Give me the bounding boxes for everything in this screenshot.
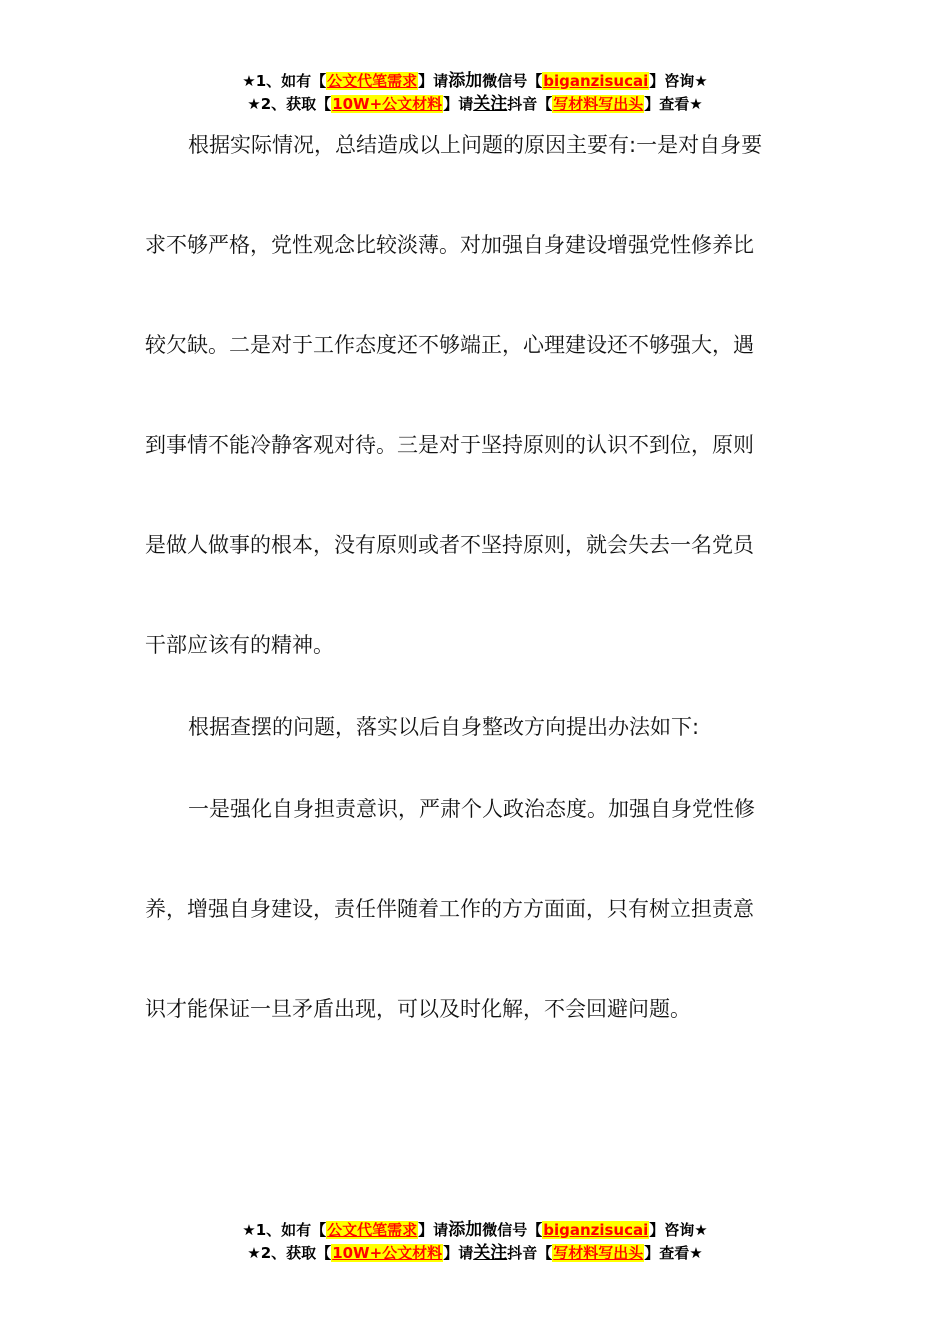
douyin-id-highlight: 写材料写出头	[553, 1244, 644, 1262]
wechat-id-highlight: biganzisucai	[543, 1221, 649, 1239]
paragraph-line: 根据实际情况，总结造成以上问题的原因主要有:一是对自身要	[188, 133, 763, 157]
paragraph-line: 养，增强自身建设，责任伴随着工作的方方面面，只有树立担责意	[145, 897, 754, 921]
header-line-2-text: 】查看★	[644, 95, 703, 113]
header-line-1-text: 微信号【	[482, 72, 543, 90]
header-line-1	[0, 70, 950, 93]
paragraph-line: 干部应该有的精神。	[145, 633, 334, 657]
header-line-2-text: ★2、获取【	[247, 95, 332, 113]
footer-line-1-text: 】请	[418, 1221, 449, 1239]
header-line-2-text: 抖音【	[507, 95, 553, 113]
ghostwriting-highlight: 公文代笔需求	[327, 1221, 418, 1239]
paragraph-line: 较欠缺。二是对于工作态度还不够端正，心理建设还不够强大，遇	[145, 333, 754, 357]
header-line-1-text: 】咨询★	[649, 72, 708, 90]
paragraph-line: 根据查摆的问题，落实以后自身整改方向提出办法如下:	[188, 715, 700, 739]
footer-line-1-text: 微信号【	[482, 1221, 543, 1239]
footer-line-2-text: 抖音【	[507, 1244, 553, 1262]
ghostwriting-highlight: 公文代笔需求	[327, 72, 418, 90]
materials-highlight: 10W+公文材料	[332, 1244, 443, 1262]
header-banner	[0, 70, 950, 116]
header-line-1-text: ★1、如有【	[242, 72, 327, 90]
footer-line-2	[0, 1242, 950, 1265]
paragraph-line: 求不够严格，党性观念比较淡薄。对加强自身建设增强党性修养比	[145, 233, 754, 257]
douyin-id-highlight: 写材料写出头	[553, 95, 644, 113]
follow-emphasis: 关注	[473, 94, 508, 114]
add-emphasis: 添加	[448, 71, 483, 91]
paragraph-line: 识才能保证一旦矛盾出现，可以及时化解，不会回避问题。	[145, 997, 691, 1021]
footer-banner	[0, 1219, 950, 1265]
materials-highlight: 10W+公文材料	[332, 95, 443, 113]
paragraph-line: 是做人做事的根本，没有原则或者不坚持原则，就会失去一名党员	[145, 533, 754, 557]
paragraph-line: 一是强化自身担责意识，严肃个人政治态度。加强自身党性修	[188, 797, 755, 821]
header-line-2-text: 】请	[443, 95, 474, 113]
follow-emphasis: 关注	[473, 1243, 508, 1263]
footer-line-2-text: 】请	[443, 1244, 474, 1262]
paragraph-line: 到事情不能冷静客观对待。三是对于坚持原则的认识不到位，原则	[145, 433, 754, 457]
header-line-2	[0, 93, 950, 116]
footer-line-2-text: 】查看★	[644, 1244, 703, 1262]
footer-line-1-text: ★1、如有【	[242, 1221, 327, 1239]
footer-line-1	[0, 1219, 950, 1242]
footer-line-1-text: 】咨询★	[649, 1221, 708, 1239]
footer-line-2-text: ★2、获取【	[247, 1244, 332, 1262]
add-emphasis: 添加	[448, 1220, 483, 1240]
wechat-id-highlight: biganzisucai	[543, 72, 649, 90]
header-line-1-text: 】请	[418, 72, 449, 90]
